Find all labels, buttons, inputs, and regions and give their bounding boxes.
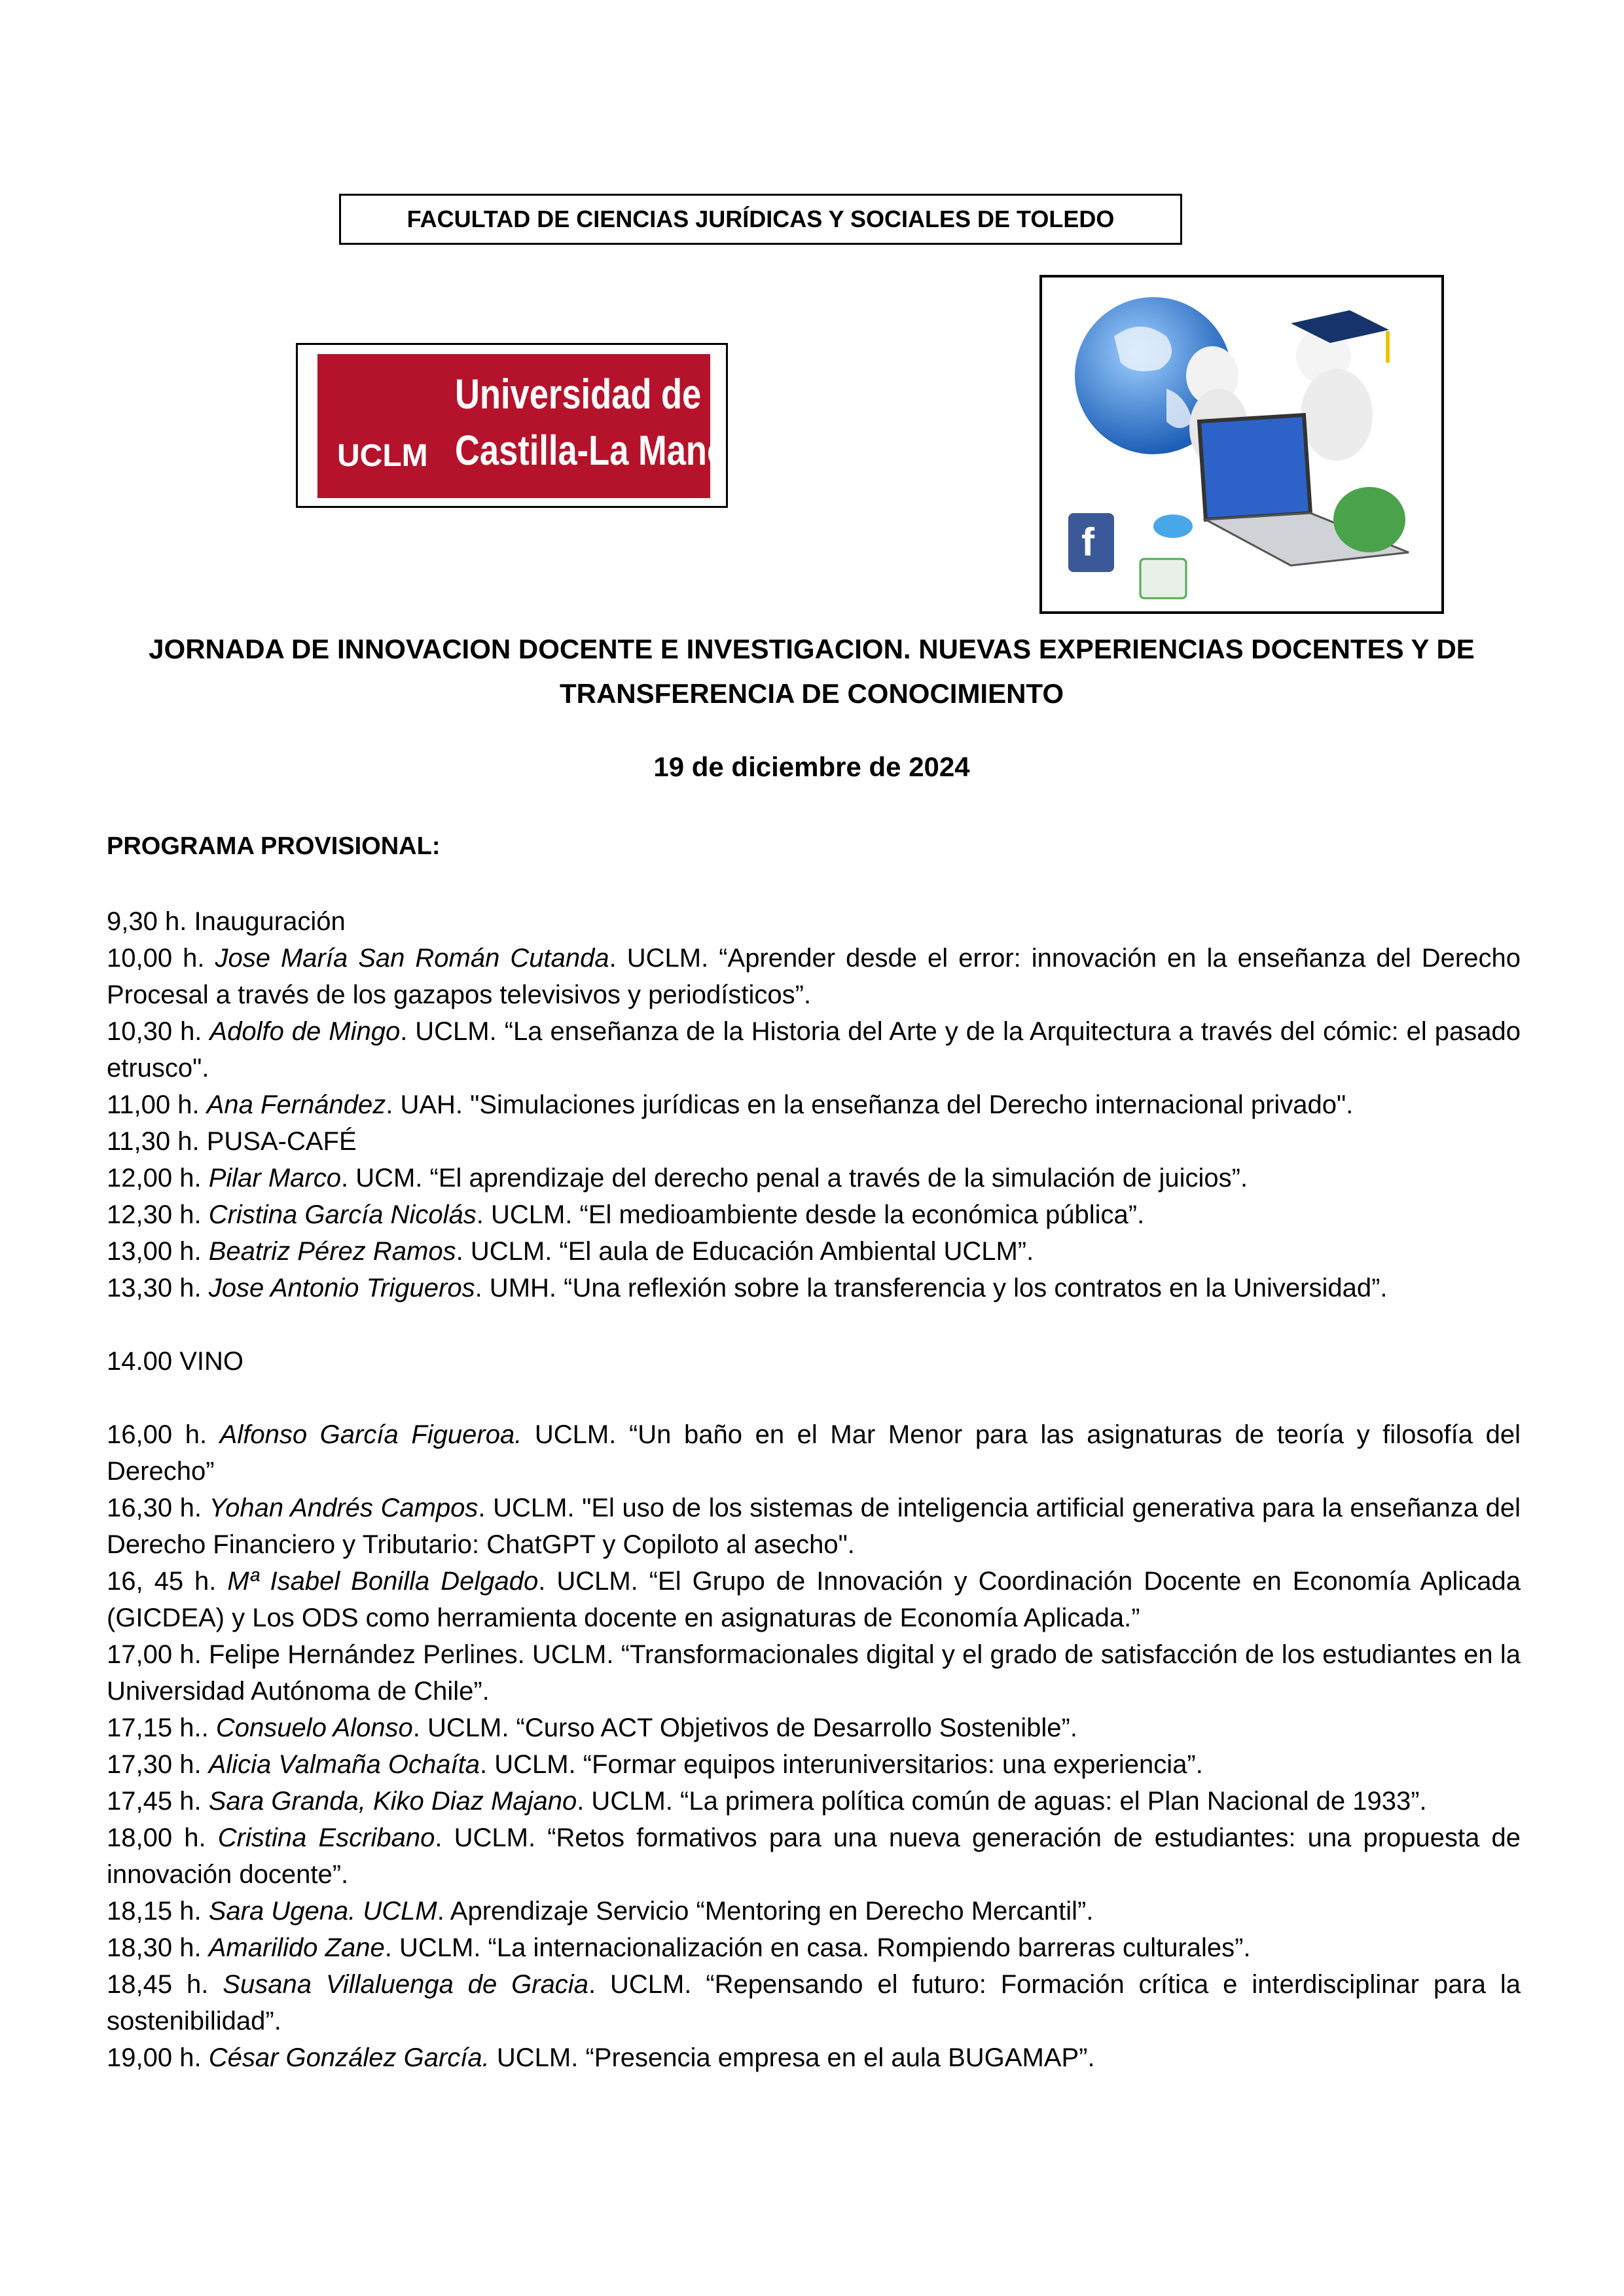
session-time: 13,30 h. — [107, 1274, 202, 1302]
event-title-line1: JORNADA DE INNOVACION DOCENTE E INVESTIGACION. NUEVAS EXPERIENCIAS DOCENTES Y DE — [149, 634, 1475, 664]
session-time: 12,00 h. — [107, 1164, 202, 1193]
schedule-item — [107, 2039, 1521, 2076]
afternoon-sessions — [107, 1416, 1521, 2076]
speaker-name: Consuelo Alonso — [215, 1713, 413, 1742]
session-description: . UCLM. “La enseñanza de la Historia del Arte y de la Arquitectura a través del cómic: el pasado etrusco". — [107, 1017, 1521, 1083]
speaker-name: Jose Antonio Trigueros — [208, 1274, 475, 1302]
speaker-name: César González García. — [208, 2043, 490, 2072]
schedule-item — [107, 1783, 1521, 1820]
session-description: . UCLM. “Retos formativos para una nueva generación de estudiantes: una propuesta de innovación docente”. — [107, 1823, 1521, 1889]
schedule-item — [107, 1563, 1521, 1636]
speaker-name: Alfonso García Figueroa. — [219, 1420, 522, 1449]
session-time: 17,00 h. — [107, 1640, 202, 1669]
uclm-logo — [296, 343, 767, 508]
session-description: Felipe Hernández Perlines. UCLM. “Transformacionales digital y el grado de satisfacción de los estudiantes en la Universidad Autónoma de Chile”. — [107, 1640, 1521, 1706]
program-schedule — [107, 903, 1521, 2076]
speaker-name: Adolfo de Mingo — [209, 1017, 401, 1046]
session-description: UCLM. “Presencia empresa en el aula BUGAMAP”. — [489, 2043, 1095, 2072]
speaker-name: Sara Granda, Kiko Diaz Majano — [208, 1787, 577, 1816]
schedule-item — [107, 1196, 1521, 1233]
faculty-header: FACULTAD DE CIENCIAS JURÍDICAS Y SOCIALES DE TOLEDO — [339, 194, 1182, 245]
session-description: . UCLM. “Aprender desde el error: innovación en la enseñanza del Derecho Procesal a través de los gazapos televisivos y periodísticos”. — [107, 944, 1521, 1009]
session-description: . Aprendizaje Servicio “Mentoring en Derecho Mercantil”. — [437, 1897, 1094, 1926]
session-time: 17,45 h. — [107, 1787, 202, 1816]
schedule-item — [107, 1966, 1521, 2039]
session-time: 17,15 h.. — [107, 1713, 209, 1742]
session-time: 18,00 h. — [107, 1823, 206, 1852]
schedule-item — [107, 1710, 1521, 1746]
schedule-item — [107, 1270, 1521, 1306]
session-description: . UCM. “El aprendizaje del derecho penal a través de la simulación de juicios”. — [340, 1164, 1248, 1193]
speaker-name: Ana Fernández — [206, 1090, 386, 1119]
session-time: 9,30 h. — [107, 907, 187, 936]
session-description: . UCLM. "El uso de los sistemas de inteligencia artificial generativa para la enseñanza del Derecho Financiero y Tributario: ChatGPT y Copiloto al asecho". — [107, 1494, 1521, 1559]
schedule-item — [107, 1160, 1521, 1196]
event-title — [105, 627, 1519, 716]
schedule-item — [107, 1490, 1521, 1563]
schedule-item — [107, 1086, 1521, 1123]
session-description: . UCLM. “La internacionalización en casa. Rompiendo barreras culturales”. — [384, 1933, 1251, 1962]
session-description: . UCLM. “El aula de Educación Ambiental UCLM”. — [456, 1237, 1034, 1266]
speaker-name: Susana Villaluenga de Gracia — [223, 1970, 588, 1999]
session-time: 10,00 h. — [107, 944, 205, 973]
session-time: 10,30 h. — [107, 1017, 202, 1046]
speaker-name: Beatriz Pérez Ramos — [208, 1237, 456, 1266]
session-time: 11,30 h. — [107, 1127, 200, 1156]
logo-text-line1: Universidad de — [455, 370, 702, 418]
session-description: UCLM. “Un baño en el Mar Menor para las asignaturas de teoría y filosofía del Derecho” — [107, 1420, 1521, 1486]
speaker-name: Cristina Escribano — [217, 1823, 435, 1852]
speaker-name: Yohan Andrés Campos — [209, 1494, 478, 1522]
session-description: PUSA-CAFÉ — [206, 1127, 357, 1156]
schedule-item — [107, 1893, 1521, 1929]
speaker-name: Pilar Marco — [208, 1164, 341, 1193]
schedule-item — [107, 1636, 1521, 1710]
logo-background — [317, 354, 767, 498]
session-time: 13,00 h. — [107, 1237, 202, 1266]
session-description: . UCLM. “El medioambiente desde la económica pública”. — [476, 1200, 1145, 1229]
session-time: 11,00 h. — [107, 1090, 200, 1119]
session-time: 16,00 h. — [107, 1420, 208, 1449]
schedule-item — [107, 1013, 1521, 1086]
session-description: . UCLM. “La primera política común de aguas: el Plan Nacional de 1933”. — [577, 1787, 1427, 1816]
speaker-name: Alicia Valmaña Ochaíta — [208, 1750, 480, 1779]
speaker-name: Amarilido Zane — [208, 1933, 385, 1962]
schedule-item — [107, 1820, 1521, 1893]
logo-text-line2: Castilla-La Mancha — [455, 427, 767, 474]
morning-sessions — [107, 903, 1521, 1306]
svg-text:f: f — [1081, 520, 1094, 564]
education-illustration — [1039, 275, 1444, 614]
session-time: 17,30 h. — [107, 1750, 202, 1779]
session-description: . UCLM. “Formar equipos interuniversitarios: una experiencia”. — [479, 1750, 1203, 1779]
session-description: . UMH. “Una reflexión sobre la transferencia y los contratos en la Universidad”. — [475, 1274, 1388, 1302]
schedule-item — [107, 940, 1521, 1013]
session-time: 18,45 h. — [107, 1970, 209, 1999]
logo-abbreviation: UCLM — [337, 439, 428, 473]
event-title-line2: TRANSFERENCIA DE CONOCIMIENTO — [559, 678, 1064, 709]
session-description: Inauguración — [194, 907, 346, 936]
session-description: . UAH. "Simulaciones jurídicas en la enseñanza del Derecho internacional privado". — [386, 1090, 1354, 1119]
speaker-name: Sara Ugena. UCLM — [208, 1897, 437, 1926]
schedule-item — [107, 1123, 1521, 1160]
session-time: 16, 45 h. — [107, 1567, 217, 1596]
schedule-item — [107, 1416, 1521, 1490]
session-time: 12,30 h. — [107, 1200, 202, 1229]
globe-laptop-graduate-icon — [1042, 278, 1441, 611]
session-description: . UCLM. “El Grupo de Innovación y Coordinación Docente en Economía Aplicada (GICDEA) y Los ODS como herramienta docente en asignaturas de Economía Aplicada.” — [107, 1567, 1521, 1632]
program-heading: PROGRAMA PROVISIONAL: — [107, 833, 441, 860]
schedule-item — [107, 1746, 1521, 1783]
event-date: 19 de diciembre de 2024 — [653, 751, 970, 782]
schedule-item — [107, 1233, 1521, 1270]
session-time: 19,00 h. — [107, 2043, 202, 2072]
speaker-name: Jose María San Román Cutanda — [215, 944, 609, 973]
speaker-name: Mª Isabel Bonilla Delgado — [227, 1567, 539, 1596]
session-time: 16,30 h. — [107, 1494, 202, 1522]
session-description: . UCLM. “Repensando el futuro: Formación crítica e interdisciplinar para la sostenibilidad”. — [107, 1970, 1521, 2036]
schedule-item — [107, 903, 1521, 940]
break-item: 14.00 VINO — [107, 1347, 244, 1376]
speaker-name: Cristina García Nicolás — [208, 1200, 477, 1229]
session-time: 18,15 h. — [107, 1897, 202, 1926]
session-description: . UCLM. “Curso ACT Objetivos de Desarrollo Sostenible”. — [412, 1713, 1077, 1742]
session-time: 18,30 h. — [107, 1933, 202, 1962]
schedule-item — [107, 1929, 1521, 1966]
